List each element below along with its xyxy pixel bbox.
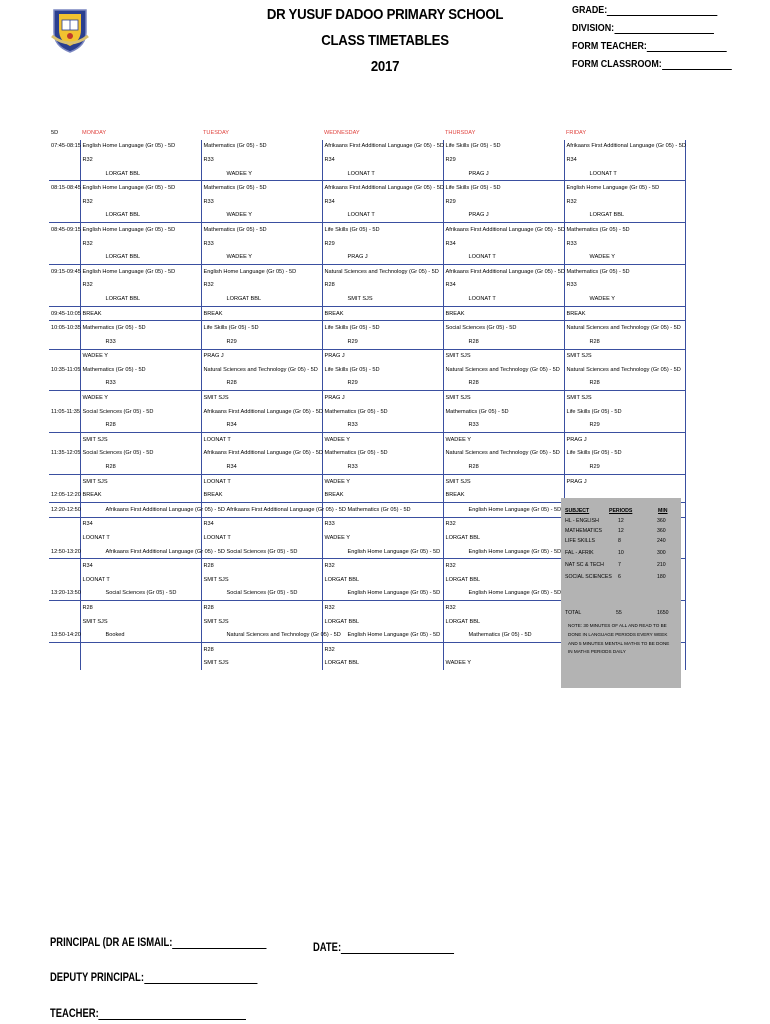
period-time	[49, 474, 80, 488]
school-crest-logo	[50, 6, 90, 54]
period-time	[49, 559, 80, 573]
lesson-room: Life Skills (Gr 05) - 5D	[564, 405, 685, 419]
period-time	[49, 460, 80, 474]
period-time	[49, 418, 80, 432]
lesson-subject: English Home Language (Gr 05) - 5D	[80, 223, 201, 237]
period-time: 09:15-09:45	[51, 268, 81, 275]
lesson-subject: Life Skills (Gr 05) - 5D	[443, 181, 564, 195]
lesson-room: LORGAT BBL	[443, 531, 564, 545]
lesson-subject: WADEE Y	[322, 474, 443, 488]
period-time	[49, 195, 80, 209]
lesson-room: R33	[201, 237, 322, 251]
teacher-label: TEACHER:	[50, 1008, 99, 1020]
summary-min: 240	[657, 538, 666, 544]
lesson-teacher: R34	[201, 418, 322, 432]
lesson-subject: Life Skills (Gr 05) - 5D	[443, 140, 564, 154]
lesson-teacher: LORGAT BBL	[80, 292, 201, 306]
summary-periods: 8	[618, 538, 621, 544]
form-classroom-label: FORM CLASSROOM:	[572, 58, 662, 70]
lesson-subject: WADEE Y	[443, 433, 564, 447]
period-time	[49, 335, 80, 349]
period-time	[49, 250, 80, 264]
summary-min: 300	[657, 550, 666, 556]
timetable-row	[49, 195, 685, 209]
lesson-subject: WADEE Y	[80, 391, 201, 405]
summary-periods: 12	[618, 518, 624, 524]
lesson-subject: R32	[322, 642, 443, 656]
timetable-row	[49, 279, 685, 293]
lesson-teacher: R28	[564, 377, 685, 391]
lesson-subject: Mathematics (Gr 05) - 5D	[201, 223, 322, 237]
lesson-teacher: WADEE Y	[201, 209, 322, 223]
lesson-teacher: LORGAT BBL	[80, 167, 201, 181]
timetable-row	[49, 306, 685, 321]
period-time	[49, 377, 80, 391]
lesson-subject: R34	[201, 517, 322, 531]
timetable-row	[49, 349, 685, 363]
lesson-teacher: PRAG J	[443, 167, 564, 181]
lesson-subject: Mathematics (Gr 05) - 5D	[201, 140, 322, 154]
lesson-teacher: SMIT SJS	[322, 292, 443, 306]
lesson-subject: R32	[443, 559, 564, 573]
summary-subject: MATHEMATICS	[565, 528, 602, 534]
lesson-room: R32	[80, 237, 201, 251]
lesson-subject: R34	[80, 559, 201, 573]
lesson-room: Mathematics (Gr 05) - 5D	[443, 405, 564, 419]
lesson-subject: SMIT SJS	[201, 391, 322, 405]
lesson-subject: R33	[322, 517, 443, 531]
lesson-subject: SMIT SJS	[443, 349, 564, 363]
lesson-room: LOONAT T	[80, 573, 201, 587]
lesson-subject: English Home Language (Gr 05) - 5D	[80, 140, 201, 154]
lesson-subject: SMIT SJS	[564, 349, 685, 363]
lesson-teacher: R33	[322, 460, 443, 474]
document-subtitle: CLASS TIMETABLES	[321, 32, 449, 49]
period-time: 13:20-13:50	[49, 587, 80, 601]
principal-signature-field	[50, 937, 267, 949]
lesson-room: SMIT SJS	[80, 615, 201, 629]
lesson-subject: WADEE Y	[80, 349, 201, 363]
lesson-subject: SMIT SJS	[80, 474, 201, 488]
period-time	[49, 167, 80, 181]
day-header-thursday: THURSDAY	[445, 129, 476, 136]
lesson-teacher: English Home Language (Gr 05) - 5D	[322, 587, 443, 601]
lesson-subject: BREAK	[201, 306, 322, 321]
lesson-teacher: LORGAT BBL	[201, 292, 322, 306]
lesson-subject: BREAK	[443, 306, 564, 321]
lesson-room: R32	[564, 195, 685, 209]
period-time: 07:45-08:15	[51, 143, 81, 150]
lesson-room: BREAK	[443, 488, 564, 502]
lesson-subject: PRAG J	[201, 349, 322, 363]
lesson-room: R34	[322, 153, 443, 167]
summary-min: 210	[657, 562, 666, 568]
lesson-teacher: Booked	[80, 628, 201, 642]
lesson-teacher: R29	[201, 335, 322, 349]
lesson-teacher: LOONAT T	[322, 167, 443, 181]
lesson-room: R32	[80, 279, 201, 293]
lesson-teacher: Social Sciences (Gr 05) - 5D	[201, 587, 322, 601]
lesson-teacher: R29	[322, 377, 443, 391]
lesson-room: WADEE Y	[443, 657, 564, 671]
lesson-subject: Afrikaans First Additional Language (Gr 05) - 5D	[564, 140, 685, 154]
summary-subject: HL - ENGLISH	[565, 518, 599, 524]
summary-periods: 7	[618, 562, 621, 568]
summary-min: 180	[657, 574, 666, 580]
summary-min: 360	[657, 528, 666, 534]
summary-header-min: MIN	[658, 508, 668, 514]
lesson-room: R32	[80, 195, 201, 209]
period-time	[49, 642, 80, 656]
timetable-row	[49, 447, 685, 461]
lesson-subject: BREAK	[564, 306, 685, 321]
lesson-subject: Afrikaans First Additional Language (Gr 05) - 5D	[443, 223, 564, 237]
lesson-subject: Mathematics (Gr 05) - 5D	[564, 223, 685, 237]
summary-total-min: 1650	[657, 610, 669, 616]
lesson-teacher: WADEE Y	[201, 250, 322, 264]
lesson-teacher: PRAG J	[443, 209, 564, 223]
timetable-row	[49, 237, 685, 251]
timetable-row	[49, 335, 685, 349]
period-time: 11:05-11:35	[51, 408, 81, 415]
lesson-subject: SMIT SJS	[443, 474, 564, 488]
lesson-teacher: WADEE Y	[564, 250, 685, 264]
lesson-teacher: R28	[80, 460, 201, 474]
timetable-row	[49, 433, 685, 447]
period-time: 12:20-12:50	[49, 503, 80, 518]
lesson-room: SMIT SJS	[201, 573, 322, 587]
timetable-row	[49, 418, 685, 432]
day-header-monday: MONDAY	[82, 129, 107, 136]
lesson-room: R33	[201, 153, 322, 167]
lesson-room: LORGAT BBL	[443, 573, 564, 587]
summary-periods: 6	[618, 574, 621, 580]
lesson-room: LORGAT BBL	[322, 615, 443, 629]
lesson-teacher: Mathematics (Gr 05) - 5D	[443, 628, 564, 642]
lesson-subject: Afrikaans First Additional Language (Gr 05) - 5D	[322, 140, 443, 154]
form-teacher-label: FORM TEACHER:	[572, 40, 647, 52]
lesson-teacher: English Home Language (Gr 05) - 5D	[443, 587, 564, 601]
lesson-teacher: English Home Language (Gr 05) - 5D	[443, 545, 564, 559]
lesson-subject: SMIT SJS	[443, 391, 564, 405]
class-label: 5D	[51, 129, 59, 136]
document-year: 2017	[370, 58, 400, 75]
lesson-room: R33	[201, 195, 322, 209]
lesson-subject: LOONAT T	[201, 433, 322, 447]
form-teacher-field	[572, 40, 727, 52]
period-time	[49, 292, 80, 306]
timetable-row	[49, 460, 685, 474]
lesson-teacher: WADEE Y	[201, 167, 322, 181]
summary-periods: 10	[618, 550, 624, 556]
timetable-row	[49, 377, 685, 391]
lesson-room: Afrikaans First Additional Language (Gr 05) - 5D	[201, 405, 322, 419]
lesson-room: Natural Sciences and Technology (Gr 05) - 5D	[564, 321, 685, 335]
school-name: DR YUSUF DADOO PRIMARY SCHOOL	[266, 6, 504, 23]
lesson-subject: LOONAT T	[201, 474, 322, 488]
lesson-teacher: LOONAT T	[443, 292, 564, 306]
lesson-room: Social Sciences (Gr 05) - 5D	[80, 405, 201, 419]
lesson-teacher: WADEE Y	[564, 292, 685, 306]
period-time	[49, 657, 80, 671]
lesson-room: BREAK	[201, 488, 322, 502]
lesson-teacher: R34	[201, 460, 322, 474]
summary-header-subject: SUBJECT	[565, 508, 590, 514]
lesson-room: R29	[443, 195, 564, 209]
lesson-room: R32	[201, 279, 322, 293]
lesson-subject	[80, 642, 201, 656]
summary-subject: FAL - AFRIK	[565, 550, 594, 556]
lesson-teacher: R28	[80, 418, 201, 432]
lesson-subject: BREAK	[80, 306, 201, 321]
lesson-room: Life Skills (Gr 05) - 5D	[564, 447, 685, 461]
lesson-teacher: Social Sciences (Gr 05) - 5D	[80, 587, 201, 601]
lesson-room: R33	[564, 279, 685, 293]
lesson-room: WADEE Y	[322, 531, 443, 545]
period-time	[49, 349, 80, 363]
period-time	[49, 573, 80, 587]
lesson-subject: PRAG J	[322, 391, 443, 405]
lesson-subject: Natural Sciences and Technology (Gr 05) - 5D	[322, 264, 443, 278]
lesson-room: Mathematics (Gr 05) - 5D	[322, 405, 443, 419]
lesson-teacher: R28	[443, 335, 564, 349]
day-header-wednesday: WEDNESDAY	[324, 129, 360, 136]
period-time: 11:35-12:05	[51, 450, 81, 457]
lesson-room: LORGAT BBL	[322, 657, 443, 671]
grade-label: GRADE:	[572, 4, 608, 16]
timetable-row	[49, 391, 685, 405]
lesson-subject: R32	[443, 517, 564, 531]
deputy-principal-label: DEPUTY PRINCIPAL:	[50, 972, 144, 984]
timetable-row	[49, 223, 685, 237]
summary-note: NOTE: 30 MINUTES OF ALL AND READ TO BE DONE IN LANGUAGE PERIODS EVERY WEEK AND 5 MINUTES MENTAL MATHS TO BE DONE IN MATHS PERIODS DAILY	[568, 623, 670, 655]
period-time	[49, 433, 80, 447]
lesson-room: Mathematics (Gr 05) - 5D	[80, 321, 201, 335]
lesson-teacher: English Home Language (Gr 05) - 5D	[322, 628, 443, 642]
lesson-teacher: Mathematics (Gr 05) - 5D	[322, 503, 443, 518]
lesson-room: SMIT SJS	[201, 615, 322, 629]
summary-total-label: TOTAL	[565, 610, 582, 616]
summary-subject: NAT SC & TECH	[565, 562, 604, 568]
lesson-teacher: R28	[443, 377, 564, 391]
period-time: 12:50-13:20	[49, 545, 80, 559]
summary-total-periods: 55	[616, 610, 622, 616]
period-time	[49, 517, 80, 531]
lesson-teacher: Afrikaans First Additional Language (Gr 05) - 5D	[201, 503, 322, 518]
date-field	[313, 942, 454, 954]
lesson-subject: R28	[201, 559, 322, 573]
lesson-room: R32	[80, 153, 201, 167]
deputy-principal-signature-field	[50, 972, 257, 984]
lesson-room: Natural Sciences and Technology (Gr 05) - 5D	[564, 363, 685, 377]
lesson-room: R29	[322, 237, 443, 251]
lesson-room: Natural Sciences and Technology (Gr 05) - 5D	[201, 363, 322, 377]
lesson-teacher: LORGAT BBL	[564, 209, 685, 223]
lesson-room: Life Skills (Gr 05) - 5D	[322, 321, 443, 335]
period-time: 08:45-09:15	[51, 226, 81, 233]
lesson-teacher: R29	[564, 418, 685, 432]
form-classroom-field	[572, 58, 731, 70]
lesson-subject: SMIT SJS	[564, 391, 685, 405]
grade-field	[572, 4, 718, 16]
lesson-teacher: LOONAT T	[564, 167, 685, 181]
day-header-tuesday: TUESDAY	[203, 129, 230, 136]
summary-min: 360	[657, 518, 666, 524]
lesson-teacher: R33	[322, 418, 443, 432]
lesson-teacher: R33	[80, 335, 201, 349]
lesson-room: Natural Sciences and Technology (Gr 05) - 5D	[443, 447, 564, 461]
timetable-row	[49, 181, 685, 195]
summary-periods: 12	[618, 528, 624, 534]
lesson-subject: English Home Language (Gr 05) - 5D	[80, 181, 201, 195]
lesson-teacher: LORGAT BBL	[80, 209, 201, 223]
lesson-subject: R34	[80, 517, 201, 531]
period-time: 13:50-14:20	[49, 628, 80, 642]
summary-subject: LIFE SKILLS	[565, 538, 595, 544]
lesson-subject: Mathematics (Gr 05) - 5D	[201, 181, 322, 195]
lesson-teacher: R29	[564, 460, 685, 474]
lesson-teacher: Natural Sciences and Technology (Gr 05) - 5D	[201, 628, 322, 642]
lesson-teacher: R28	[201, 377, 322, 391]
lesson-subject: Afrikaans First Additional Language (Gr 05) - 5D	[443, 264, 564, 278]
timetable-header-row	[49, 126, 685, 140]
period-time	[49, 209, 80, 223]
lesson-room: Mathematics (Gr 05) - 5D	[322, 447, 443, 461]
teacher-signature-field	[50, 1008, 246, 1020]
lesson-subject: R28	[201, 601, 322, 615]
lesson-room: R28	[322, 279, 443, 293]
period-time	[49, 601, 80, 615]
lesson-room: R34	[443, 237, 564, 251]
period-time	[49, 391, 80, 405]
timetable-row	[49, 153, 685, 167]
lesson-subject: WADEE Y	[322, 433, 443, 447]
lesson-teacher: R33	[443, 418, 564, 432]
lesson-room: LOONAT T	[80, 531, 201, 545]
lesson-subject: R32	[443, 601, 564, 615]
lesson-subject: SMIT SJS	[80, 433, 201, 447]
lesson-subject: PRAG J	[564, 433, 685, 447]
lesson-teacher: LORGAT BBL	[80, 250, 201, 264]
timetable-row	[49, 321, 685, 335]
lesson-subject: English Home Language (Gr 05) - 5D	[201, 264, 322, 278]
period-time	[49, 237, 80, 251]
lesson-subject: PRAG J	[564, 474, 685, 488]
lesson-room: R34	[443, 279, 564, 293]
lesson-teacher: Social Sciences (Gr 05) - 5D	[201, 545, 322, 559]
lesson-room: Afrikaans First Additional Language (Gr 05) - 5D	[201, 447, 322, 461]
lesson-subject: BREAK	[322, 306, 443, 321]
date-label: DATE:	[313, 942, 342, 954]
lesson-room: Natural Sciences and Technology (Gr 05) - 5D	[443, 363, 564, 377]
lesson-room: Social Sciences (Gr 05) - 5D	[80, 447, 201, 461]
timetable-row	[49, 167, 685, 181]
lesson-room: Social Sciences (Gr 05) - 5D	[443, 321, 564, 335]
lesson-teacher: R28	[564, 335, 685, 349]
lesson-teacher: English Home Language (Gr 05) - 5D	[322, 545, 443, 559]
lesson-teacher: R33	[80, 377, 201, 391]
lesson-teacher: PRAG J	[322, 250, 443, 264]
lesson-subject: Afrikaans First Additional Language (Gr 05) - 5D	[322, 181, 443, 195]
lesson-room: R29	[443, 153, 564, 167]
lesson-room: Life Skills (Gr 05) - 5D	[201, 321, 322, 335]
timetable-row	[49, 264, 685, 278]
timetable-row	[49, 209, 685, 223]
timetable-row	[49, 292, 685, 306]
lesson-room: LORGAT BBL	[443, 615, 564, 629]
lesson-subject: R32	[322, 559, 443, 573]
period-time: 10:35-11:05	[51, 366, 81, 373]
lesson-subject: English Home Language (Gr 05) - 5D	[80, 264, 201, 278]
lesson-teacher: R29	[322, 335, 443, 349]
lesson-subject: PRAG J	[322, 349, 443, 363]
lesson-subject: Mathematics (Gr 05) - 5D	[564, 264, 685, 278]
timetable-row	[49, 405, 685, 419]
lesson-teacher: R28	[443, 460, 564, 474]
lesson-subject: Life Skills (Gr 05) - 5D	[322, 223, 443, 237]
lesson-teacher: Afrikaans First Additional Language (Gr 05) - 5D	[80, 503, 201, 518]
period-time	[49, 531, 80, 545]
day-header-friday: FRIDAY	[566, 129, 587, 136]
lesson-room: R34	[322, 195, 443, 209]
lesson-room	[80, 657, 201, 671]
period-time: 10:05-10:35	[51, 325, 81, 332]
period-time: 12:05-12:20	[49, 488, 80, 502]
lesson-teacher: Afrikaans First Additional Language (Gr 05) - 5D	[80, 545, 201, 559]
lesson-subject: R28	[80, 601, 201, 615]
period-time	[49, 279, 80, 293]
lesson-subject: R28	[201, 642, 322, 656]
lesson-teacher: LOONAT T	[443, 250, 564, 264]
timetable-row	[49, 250, 685, 264]
summary-subject: SOCIAL SCIENCES	[565, 574, 612, 580]
lesson-subject: R32	[322, 601, 443, 615]
period-time: 08:15-08:45	[51, 185, 81, 192]
period-time	[49, 153, 80, 167]
subject-summary-panel	[561, 498, 681, 688]
lesson-teacher: English Home Language (Gr 05) - 5D	[443, 503, 564, 518]
timetable-row	[49, 363, 685, 377]
division-label: DIVISION:	[572, 22, 615, 34]
principal-label: PRINCIPAL (DR AE ISMAIL:	[50, 937, 173, 949]
lesson-room: R33	[564, 237, 685, 251]
lesson-room: LORGAT BBL	[322, 573, 443, 587]
period-time	[49, 615, 80, 629]
lesson-room: BREAK	[322, 488, 443, 502]
lesson-room: SMIT SJS	[201, 657, 322, 671]
summary-header-periods: PERIODS	[609, 508, 633, 514]
lesson-room: R34	[564, 153, 685, 167]
timetable-row	[49, 140, 685, 154]
lesson-room: BREAK	[80, 488, 201, 502]
division-field	[572, 22, 714, 34]
lesson-room: Mathematics (Gr 05) - 5D	[80, 363, 201, 377]
lesson-room: Life Skills (Gr 05) - 5D	[322, 363, 443, 377]
lesson-subject	[443, 642, 564, 656]
lesson-teacher: LOONAT T	[322, 209, 443, 223]
lesson-subject: English Home Language (Gr 05) - 5D	[564, 181, 685, 195]
lesson-room: LOONAT T	[201, 531, 322, 545]
timetable-row	[49, 474, 685, 488]
period-time: 09:45-10:05	[49, 306, 80, 321]
